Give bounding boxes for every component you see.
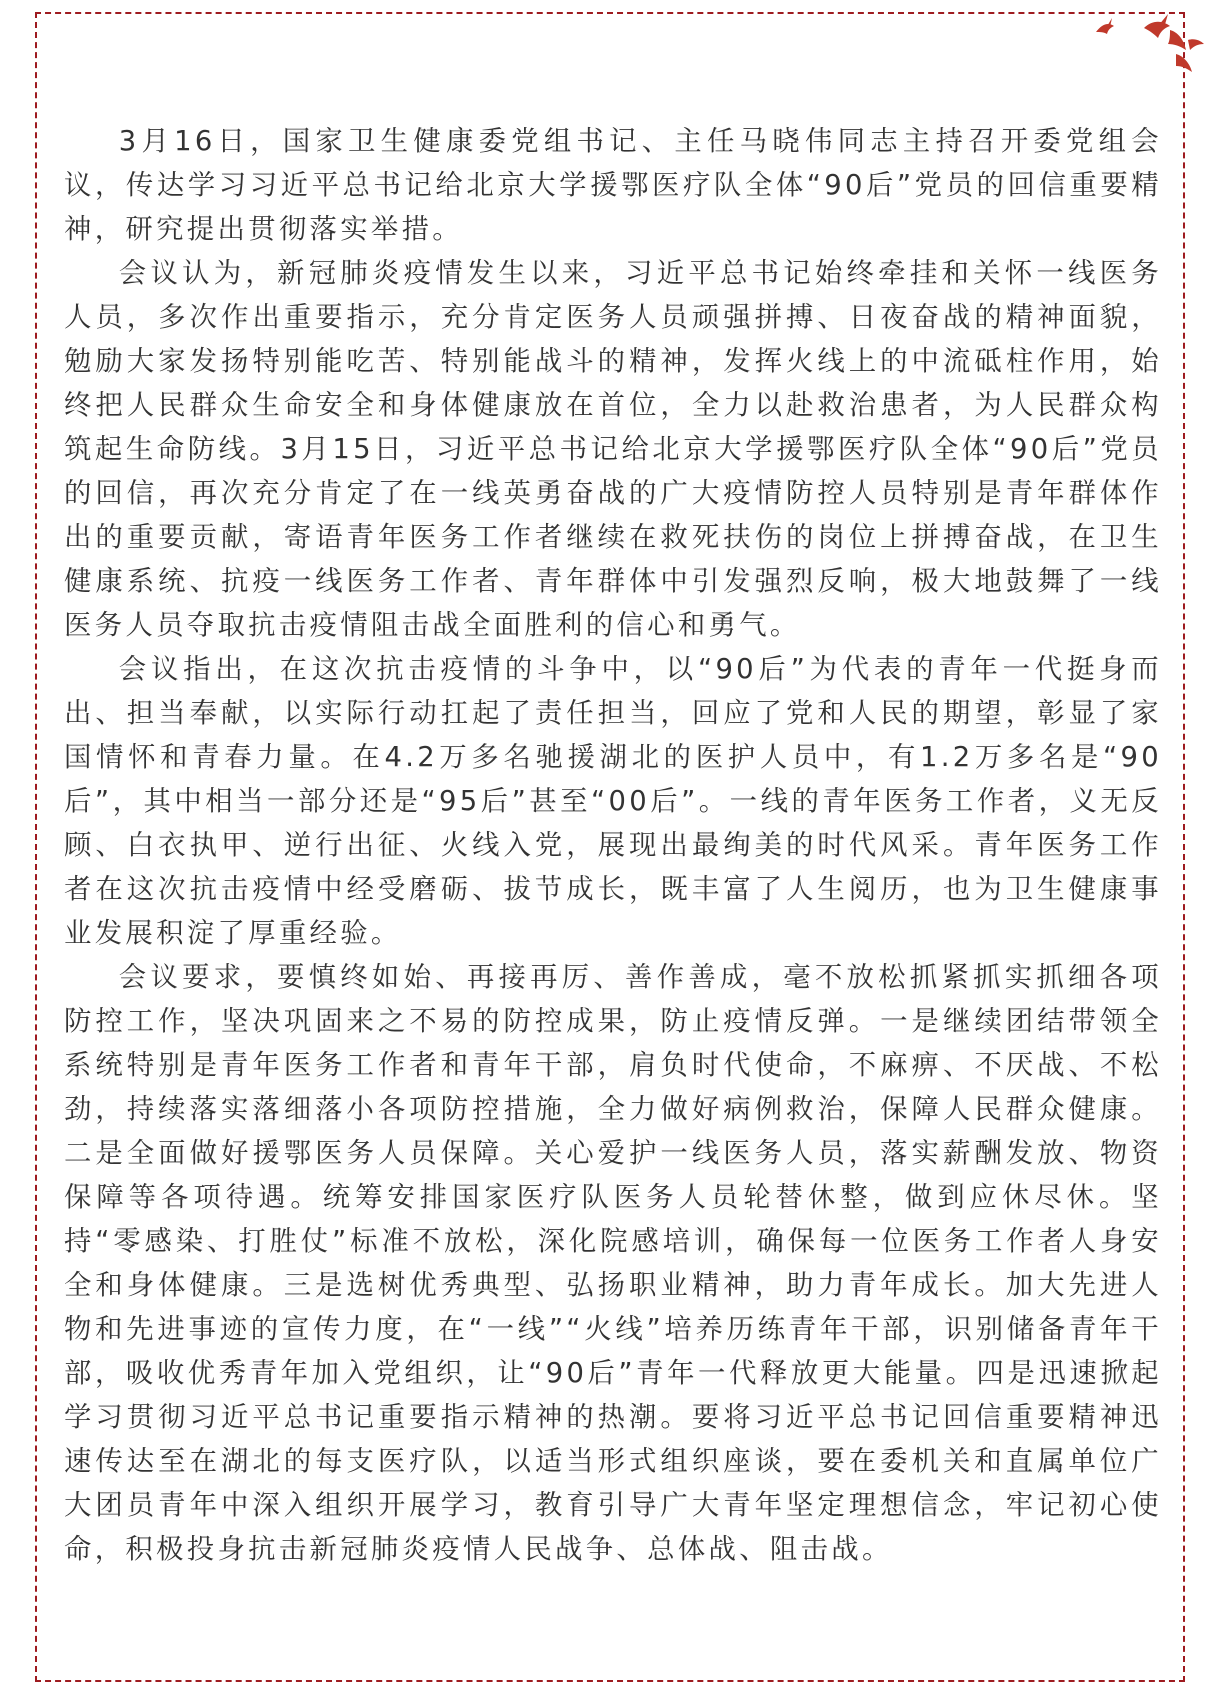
paragraph-3: 会议指出，在这次抗击疫情的斗争中，以“90后”为代表的青年一代挺身而出、担当奉献，以实际行动扛起了责任担当，回应了党和人民的期望，彰显了家国情怀和青春力量。在4.2万多名驰援湖北的医护人员中，有1.2万多名是“90后”，其中相当一部分还是“95后”甚至“00后”。一线的青年医务工作者，义无反顾、白衣执甲、逆行出征、火线入党，展现出最绚美的时代风采。青年医务工作者在这次抗击疫情中经受磨砺、拔节成长，既丰富了人生阅历，也为卫生健康事业发展积淀了厚重经验。 [64, 654, 1162, 949]
paragraph-1: 3月16日，国家卫生健康委党组书记、主任马晓伟同志主持召开委党组会议，传达学习习近平总书记给北京大学援鄂医疗队全体“90后”党员的回信重要精神，研究提出贯彻落实举措。 [64, 126, 1162, 245]
paragraph-4: 会议要求，要慎终如始、再接再厉、善作善成，毫不放松抓紧抓实抓细各项防控工作，坚决巩固来之不易的防控成果，防止疫情反弹。一是继续团结带领全系统特别是青年医务工作者和青年干部，肩负时代使命，不麻痹、不厌战、不松劲，持续落实落细落小各项防控措施，全力做好病例救治，保障人民群众健康。二是全面做好援鄂医务人员保障。关心爱护一线医务人员，落实薪酬发放、物资保障等各项待遇。统筹安排国家医疗队医务人员轮替休整，做到应休尽休。坚持“零感染、打胜仗”标准不放松，深化院感培训，确保每一位医务工作者人身安全和身体健康。三是选树优秀典型、弘扬职业精神，助力青年成长。加大先进人物和先进事迹的宣传力度，在“一线”“火线”培养历练青年干部，识别储备青年干部，吸收优秀青年加入党组织，让“90后”青年一代释放更大能量。四是迅速掀起学习贯彻习近平总书记重要指示精神的热潮。要将习近平总书记回信重要精神迅速传达至在湖北的每支医疗队，以适当形式组织座谈，要在委机关和直属单位广大团员青年中深入组织开展学习，教育引导广大青年坚定理想信念，牢记初心使命，积极投身抗击新冠肺炎疫情人民战争、总体战、阻击战。 [64, 962, 1162, 1565]
red-doves-ornament-icon [1088, 10, 1208, 80]
paragraph-2: 会议认为，新冠肺炎疫情发生以来，习近平总书记始终牵挂和关怀一线医务人员，多次作出重要指示，充分肯定医务人员顽强拼搏、日夜奋战的精神面貌，勉励大家发扬特别能吃苦、特别能战斗的精神，发挥火线上的中流砥柱作用，始终把人民群众生命安全和身体健康放在首位，全力以赴救治患者，为人民群众构筑起生命防线。3月15日，习近平总书记给北京大学援鄂医疗队全体“90后”党员的回信，再次充分肯定了在一线英勇奋战的广大疫情防控人员特别是青年群体作出的重要贡献，寄语青年医务工作者继续在救死扶伤的岗位上拼搏奋战，在卫生健康系统、抗疫一线医务工作者、青年群体中引发强烈反响，极大地鼓舞了一线医务人员夺取抗击疫情阻击战全面胜利的信心和勇气。 [64, 258, 1162, 641]
article-body [64, 120, 1162, 1572]
